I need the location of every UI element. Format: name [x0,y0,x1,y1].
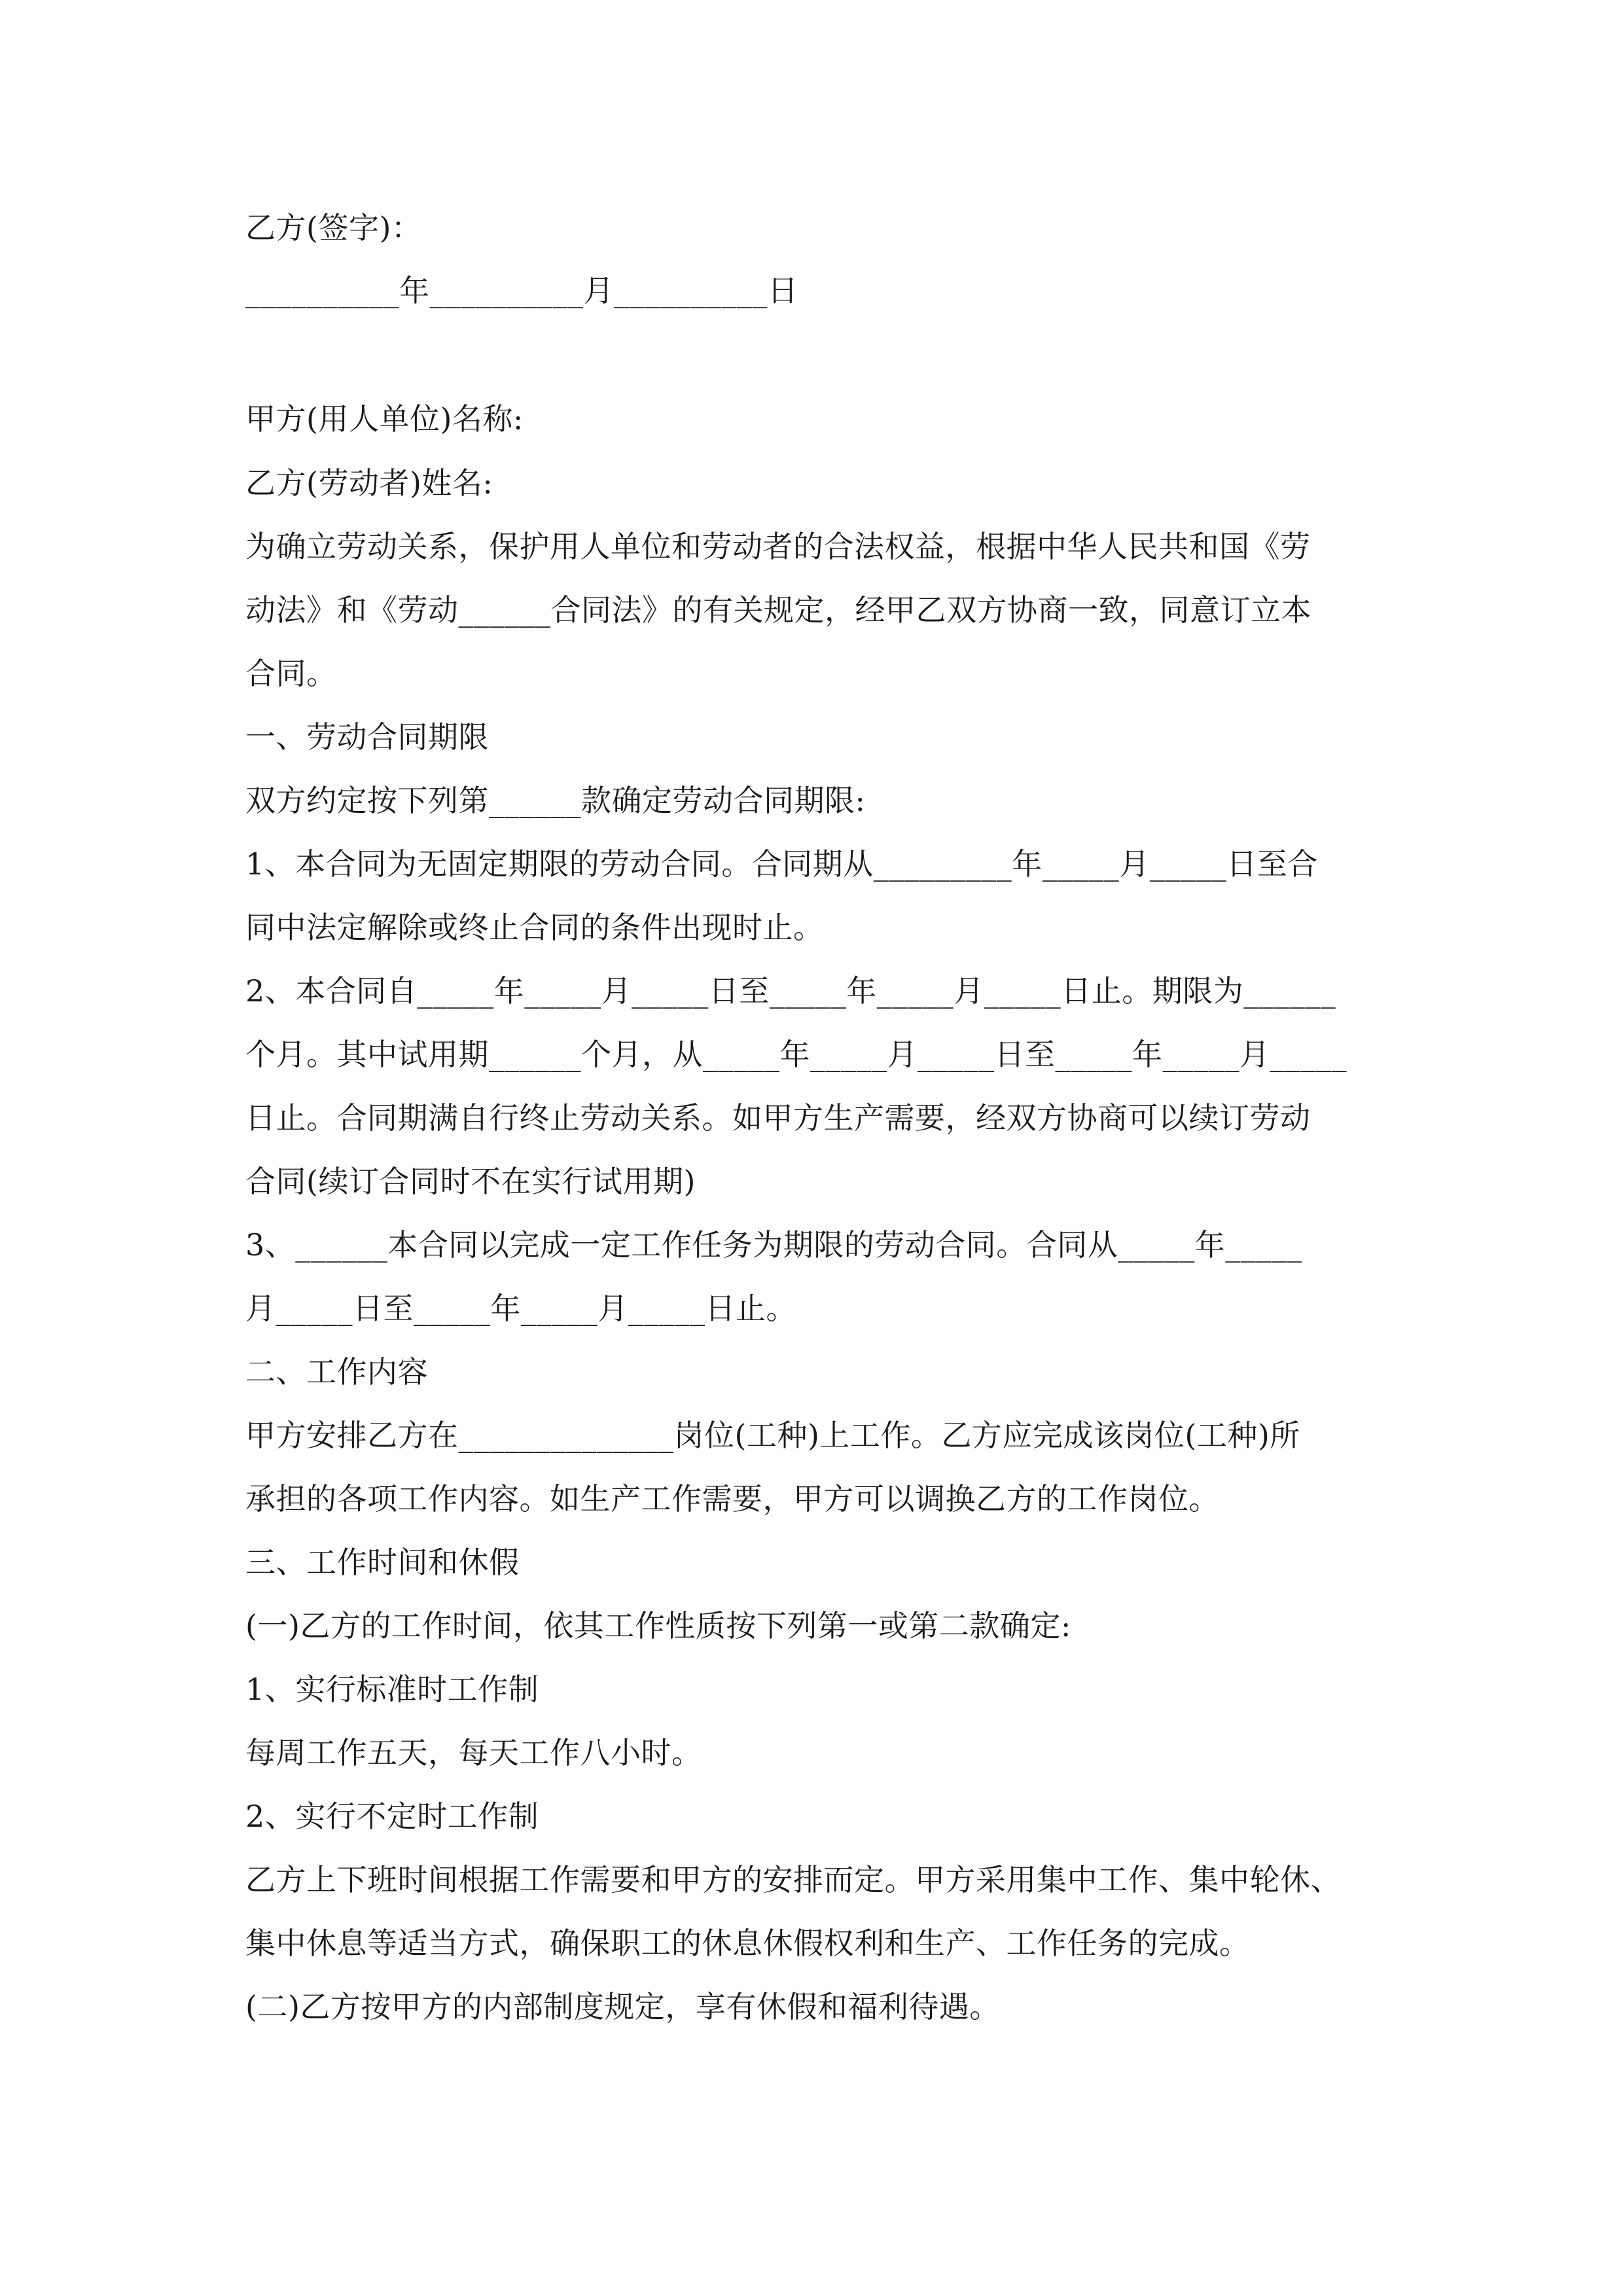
clause-line: (一)乙方的工作时间，依其工作性质按下列第一或第二款确定: [245,1608,1071,1643]
clause-line: 1、本合同为无固定期限的劳动合同。合同期从_________年_____月_____日至合 [245,846,1318,882]
preamble-line: 合同。 [245,656,337,691]
clause-line: 每周工作五天，每天工作八小时。 [245,1735,702,1770]
clause-line: 2、实行不定时工作制 [245,1799,539,1834]
section-heading-hours-leave: 三、工作时间和休假 [245,1545,520,1580]
clause-line: 承担的各项工作内容。如生产工作需要，甲方可以调换乙方的工作岗位。 [245,1481,1219,1516]
preamble-line: 为确立劳动关系，保护用人单位和劳动者的合法权益，根据中华人民共和国《劳 [245,529,1311,564]
clause-line: 同中法定解除或终止合同的条件出现时止。 [245,910,824,945]
clause-line: 合同(续订合同时不在实行试用期) [245,1164,696,1199]
clause-line: 3、______本合同以完成一定工作任务为期限的劳动合同。合同从_____年_____ [245,1227,1302,1263]
clause-line: 月_____日至_____年_____月_____日止。 [245,1291,796,1326]
party-b-signature-label: 乙方(签字)： [245,210,422,245]
party-a-name-label: 甲方(用人单位)名称: [245,401,524,437]
clause-line: 乙方上下班时间根据工作需要和甲方的安排而定。甲方采用集中工作、集中轮休、 [245,1862,1341,1897]
clause-line: 1、实行标准时工作制 [245,1672,539,1707]
clause-line: 日止。合同期满自行终止劳动关系。如甲方生产需要，经双方协商可以续订劳动 [245,1100,1311,1136]
party-b-name-label: 乙方(劳动者)姓名: [245,465,493,501]
section-heading-work-content: 二、工作内容 [245,1354,428,1390]
clause-line: 个月。其中试用期______个月，从_____年_____月_____日至_____年_____月_____ [245,1037,1347,1072]
clause-line: 甲方安排乙方在______________岗位(工种)上工作。乙方应完成该岗位(工种)所 [245,1418,1300,1453]
section-heading-term: 一、劳动合同期限 [245,719,489,755]
clause-line: 2、本合同自_____年_____月_____日至_____年_____月_____日止。期限为______ [245,973,1336,1009]
preamble-line: 动法》和《劳动______合同法》的有关规定，经甲乙双方协商一致，同意订立本 [245,592,1311,628]
signature-date-line: __________年__________月__________日 [245,273,798,308]
clause-line: 集中休息等适当方式，确保职工的休息休假权利和生产、工作任务的完成。 [245,1926,1250,1961]
clause-line: 双方约定按下列第______款确定劳动合同期限: [245,783,866,818]
clause-line: (二)乙方按甲方的内部制度规定，享有休假和福利待遇。 [245,1989,1000,2024]
